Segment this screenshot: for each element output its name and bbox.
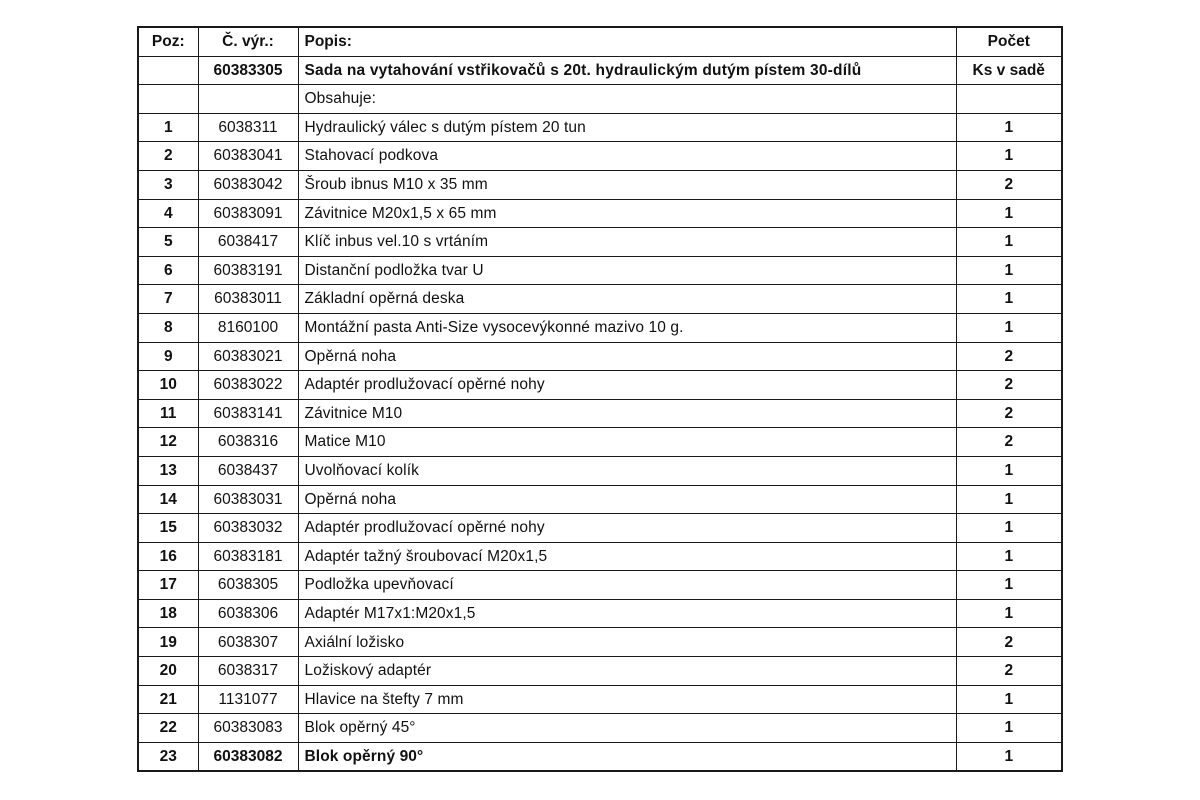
row-position: 9 (138, 342, 198, 371)
set-quantity-header: Ks v sadě (956, 56, 1062, 85)
row-quantity: 1 (956, 199, 1062, 228)
row-catalog-number: 1131077 (198, 685, 298, 714)
contains-label: Obsahuje: (298, 85, 956, 114)
table-row (138, 399, 1062, 428)
row-catalog-number: 60383031 (198, 485, 298, 514)
row-position: 20 (138, 657, 198, 686)
row-position: 18 (138, 599, 198, 628)
row-position: 6 (138, 256, 198, 285)
row-catalog-number: 60383091 (198, 199, 298, 228)
row-quantity: 1 (956, 142, 1062, 171)
row-quantity: 1 (956, 313, 1062, 342)
column-header-catalog-number: Č. výr.: (198, 27, 298, 56)
table-row (138, 342, 1062, 371)
row-description: Distanční podložka tvar U (298, 256, 956, 285)
table-row (138, 170, 1062, 199)
row-position: 19 (138, 628, 198, 657)
row-description: Axiální ložisko (298, 628, 956, 657)
row-quantity: 1 (956, 685, 1062, 714)
row-catalog-number: 6038305 (198, 571, 298, 600)
set-row (138, 56, 1062, 85)
row-position: 1 (138, 113, 198, 142)
row-position: 11 (138, 399, 198, 428)
row-quantity: 2 (956, 371, 1062, 400)
row-position: 5 (138, 228, 198, 257)
table-row (138, 113, 1062, 142)
row-description: Šroub ibnus M10 x 35 mm (298, 170, 956, 199)
header-row (138, 27, 1062, 56)
row-catalog-number: 60383021 (198, 342, 298, 371)
row-catalog-number: 60383181 (198, 542, 298, 571)
row-description: Závitnice M10 (298, 399, 956, 428)
row-quantity: 1 (956, 599, 1062, 628)
table-row (138, 514, 1062, 543)
row-position: 23 (138, 742, 198, 771)
column-header-description: Popis: (298, 27, 956, 56)
row-quantity: 1 (956, 514, 1062, 543)
table-row (138, 657, 1062, 686)
row-catalog-number: 6038311 (198, 113, 298, 142)
table-row (138, 199, 1062, 228)
row-position: 7 (138, 285, 198, 314)
set-catalog-number: 60383305 (198, 56, 298, 85)
contains-row (138, 85, 1062, 114)
row-catalog-number: 60383022 (198, 371, 298, 400)
row-quantity: 1 (956, 542, 1062, 571)
row-description: Adaptér prodlužovací opěrné nohy (298, 371, 956, 400)
column-header-position: Poz: (138, 27, 198, 56)
row-catalog-number: 6038316 (198, 428, 298, 457)
parts-list-sheet (137, 26, 1061, 772)
row-description: Blok opěrný 45° (298, 714, 956, 743)
row-catalog-number: 8160100 (198, 313, 298, 342)
contains-quantity-cell (956, 85, 1062, 114)
row-catalog-number: 60383141 (198, 399, 298, 428)
row-catalog-number: 60383082 (198, 742, 298, 771)
row-description: Blok opěrný 90° (298, 742, 956, 771)
column-header-quantity: Počet (956, 27, 1062, 56)
table-row (138, 628, 1062, 657)
row-description: Adaptér tažný šroubovací M20x1,5 (298, 542, 956, 571)
row-description: Základní opěrná deska (298, 285, 956, 314)
table-row (138, 313, 1062, 342)
row-description: Opěrná noha (298, 342, 956, 371)
row-description: Hlavice na štefty 7 mm (298, 685, 956, 714)
row-catalog-number: 60383011 (198, 285, 298, 314)
row-quantity: 1 (956, 113, 1062, 142)
parts-table (137, 26, 1063, 772)
row-catalog-number: 60383191 (198, 256, 298, 285)
row-description: Matice M10 (298, 428, 956, 457)
table-row (138, 599, 1062, 628)
row-position: 13 (138, 456, 198, 485)
row-position: 21 (138, 685, 198, 714)
row-catalog-number: 60383083 (198, 714, 298, 743)
row-catalog-number: 60383041 (198, 142, 298, 171)
row-description: Stahovací podkova (298, 142, 956, 171)
set-description: Sada na vytahování vstřikovačů s 20t. hydraulickým dutým pístem 30-dílů (298, 56, 956, 85)
table-row (138, 228, 1062, 257)
row-position: 2 (138, 142, 198, 171)
row-catalog-number: 6038307 (198, 628, 298, 657)
row-position: 16 (138, 542, 198, 571)
row-description: Adaptér M17x1:M20x1,5 (298, 599, 956, 628)
row-quantity: 1 (956, 571, 1062, 600)
row-catalog-number: 6038306 (198, 599, 298, 628)
table-row (138, 256, 1062, 285)
row-position: 8 (138, 313, 198, 342)
row-quantity: 1 (956, 228, 1062, 257)
table-row (138, 685, 1062, 714)
row-description: Opěrná noha (298, 485, 956, 514)
row-quantity: 1 (956, 256, 1062, 285)
contains-position-cell (138, 85, 198, 114)
row-catalog-number: 6038417 (198, 228, 298, 257)
row-quantity: 2 (956, 170, 1062, 199)
row-quantity: 1 (956, 456, 1062, 485)
row-quantity: 2 (956, 428, 1062, 457)
row-catalog-number: 60383042 (198, 170, 298, 199)
set-position-cell (138, 56, 198, 85)
row-position: 15 (138, 514, 198, 543)
row-catalog-number: 6038437 (198, 456, 298, 485)
table-row (138, 742, 1062, 771)
row-position: 12 (138, 428, 198, 457)
row-quantity: 2 (956, 657, 1062, 686)
row-description: Hydraulický válec s dutým pístem 20 tun (298, 113, 956, 142)
row-quantity: 1 (956, 285, 1062, 314)
table-row (138, 428, 1062, 457)
table-row (138, 371, 1062, 400)
contains-catalog-cell (198, 85, 298, 114)
row-quantity: 2 (956, 628, 1062, 657)
row-position: 14 (138, 485, 198, 514)
table-row (138, 142, 1062, 171)
table-row (138, 485, 1062, 514)
row-position: 10 (138, 371, 198, 400)
row-quantity: 1 (956, 714, 1062, 743)
table-row (138, 542, 1062, 571)
row-description: Adaptér prodlužovací opěrné nohy (298, 514, 956, 543)
row-description: Podložka upevňovací (298, 571, 956, 600)
row-quantity: 1 (956, 485, 1062, 514)
row-position: 22 (138, 714, 198, 743)
table-row (138, 714, 1062, 743)
row-position: 3 (138, 170, 198, 199)
row-position: 17 (138, 571, 198, 600)
row-catalog-number: 60383032 (198, 514, 298, 543)
row-quantity: 2 (956, 342, 1062, 371)
row-catalog-number: 6038317 (198, 657, 298, 686)
row-quantity: 2 (956, 399, 1062, 428)
table-row (138, 456, 1062, 485)
row-description: Uvolňovací kolík (298, 456, 956, 485)
table-row (138, 571, 1062, 600)
row-description: Ložiskový adaptér (298, 657, 956, 686)
row-quantity: 1 (956, 742, 1062, 771)
table-row (138, 285, 1062, 314)
parts-table-body (138, 56, 1062, 771)
row-description: Montážní pasta Anti-Size vysocevýkonné mazivo 10 g. (298, 313, 956, 342)
row-position: 4 (138, 199, 198, 228)
row-description: Klíč inbus vel.10 s vrtáním (298, 228, 956, 257)
row-description: Závitnice M20x1,5 x 65 mm (298, 199, 956, 228)
